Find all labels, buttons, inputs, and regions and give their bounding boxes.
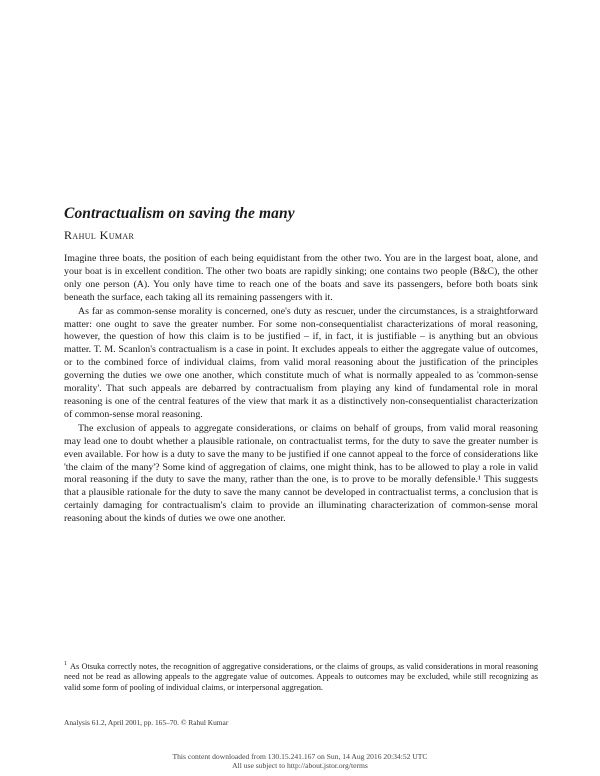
body-paragraph: As far as common-sense morality is concerned, one's duty as rescuer, under the circumstances, is a straightforward matter: one ought to save the greater number. For some non-consequentialist characterizations of moral reasoning, however, the question of how this claim is to be justified – if, in fact, it is justifiable – is anything but an obvious matter. T. M. Scanlon's contractualism is a case in point. It excludes appeals to either the aggregate value of outcomes, or to the combined force of individual claims, from valid moral reasoning about the justification of the principles governing the duties we owe one another, which constitute much of what is normally appealed to as 'common-sense morality'. That such appeals are debarred by contractualism from playing any kind of fundamental role in moral reasoning is one of the central features of the view that mark it as a distinctively non-consequentialist characterization of common-sense moral reasoning.: [64, 305, 538, 420]
footnote: [64, 659, 538, 693]
jstor-download-line: This content downloaded from 130.15.241.167 on Sun, 14 Aug 2016 20:34:52 UTC: [172, 752, 428, 761]
footnote-marker: 1: [64, 661, 67, 667]
jstor-notice: [0, 752, 600, 771]
body-paragraph: The exclusion of appeals to aggregate considerations, or claims on behalf of groups, from valid moral reasoning may lead one to doubt whether a plausible rationale, on contractualist terms, for the duty to save the greater number is even available. For how is a duty to save the many to be justified if one cannot appeal to the force of considerations like 'the claim of the many'? Some kind of aggregation of claims, one might think, has to be allowed to play a role in valid moral reasoning if the duty to save the many, rather than the one, is to prove to be morally defensible.¹ This suggests that a plausible rationale for the duty to save the many cannot be developed in contractualist terms, a conclusion that is certainly damaging for contractualism's claim to provide an illuminating characterization of common-sense moral reasoning about the kinds of duties we owe one another.: [64, 422, 538, 525]
journal-citation: Analysis 61.2, April 2001, pp. 165–70. © Rahul Kumar: [64, 718, 229, 727]
body-paragraph: Imagine three boats, the position of each being equidistant from the other two. You are in the largest boat, alone, and your boat is in excellent condition. The other two boats are rapidly sinking; one contains two people (B&C), the other only one person (A). You only have time to reach one of the boats and save its passengers, before both boats sink beneath the surface, each taking all its remaining passengers with it.: [64, 253, 538, 303]
footnote-text: As Otsuka correctly notes, the recognition of aggregative considerations, or the claims of groups, as valid considerations in moral reasoning need not be read as allowing appeals to the aggregate value of outcomes. Appeals to outcomes may be excluded, while still recognizing as valid some form of pooling of individual claims, or interpersonal aggregation.: [64, 661, 538, 692]
jstor-terms-line: All use subject to http://about.jstor.org/terms: [232, 761, 368, 771]
article-author: Rahul Kumar: [64, 228, 135, 242]
article-title: Contractualism on saving the many: [64, 205, 295, 222]
article-body: [64, 253, 538, 526]
